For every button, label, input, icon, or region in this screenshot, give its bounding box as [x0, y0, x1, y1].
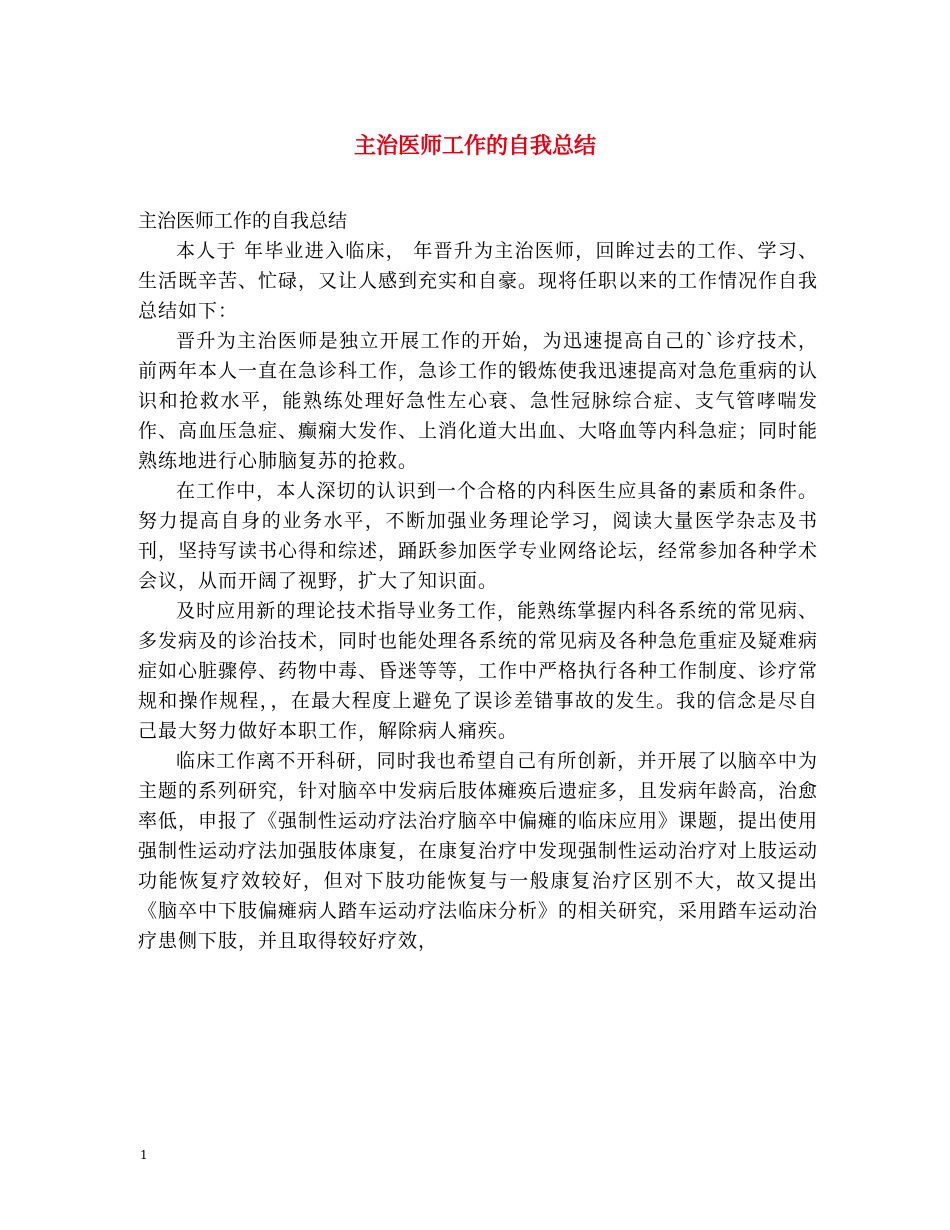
document-body [138, 206, 818, 956]
document-title: 主治医师工作的自我总结 [353, 134, 596, 159]
paragraph-3: 在工作中，本人深切的认识到一个合格的内科医生应具备的素质和条件。努力提高自身的业务水平，不断加强业务理论学习，阅读大量医学杂志及书刊，坚持写读书心得和综述，踊跃参加医学专业网络论坛，经常参加各种学术会议，从而开阔了视野，扩大了知识面。 [138, 480, 819, 592]
document-subtitle: 主治医师工作的自我总结 [138, 210, 348, 232]
page-number: 1 [140, 1148, 148, 1162]
paragraph-4: 及时应用新的理论技术指导业务工作，能熟练掌握内科各系统的常见病、多发病及的诊治技术，同时也能处理各系统的常见病及各种急危重症及疑难病症如心脏骤停、药物中毒、昏迷等等，工作中严格执行各种工作制度、诊疗常规和操作规程，，在最大程度上避免了误诊差错事故的发生。我的信念是尽自己最大努力做好本职工作，解除病人痛疾。 [138, 600, 819, 742]
paragraph-5: 临床工作离不开科研，同时我也希望自己有所创新，并开展了以脑卒中为主题的系列研究，针对脑卒中发病后肢体瘫痪后遗症多，且发病年龄高，治愈率低，申报了《强制性运动疗法治疗脑卒中偏瘫的临床应用》课题，提出使用强制性运动疗法加强肢体康复，在康复治疗中发现强制性运动治疗对上肢运动功能恢复疗效较好，但对下肢功能恢复与一般康复治疗区别不大，故又提出《脑卒中下肢偏瘫病人踏车运动疗法临床分析》的相关研究，采用踏车运动治疗患侧下肢，并且取得较好疗效， [138, 750, 819, 952]
paragraph-2: 晋升为主治医师是独立开展工作的开始，为迅速提高自己的`诊疗技术，前两年本人一直在急诊科工作，急诊工作的锻炼使我迅速提高对急危重病的认识和抢救水平，能熟练处理好急性左心衰、急性冠脉综合症、支气管哮喘发作、高血压急症、癫痫大发作、上消化道大出血、大咯血等内科急症；同时能熟练地进行心肺脑复苏的抢救。 [138, 330, 819, 472]
paragraph-1: 本人于 年毕业进入临床， 年晋升为主治医师，回眸过去的工作、学习、生活既辛苦、忙碌，又让人感到充实和自豪。现将任职以来的工作情况作自我总结如下： [138, 240, 819, 322]
